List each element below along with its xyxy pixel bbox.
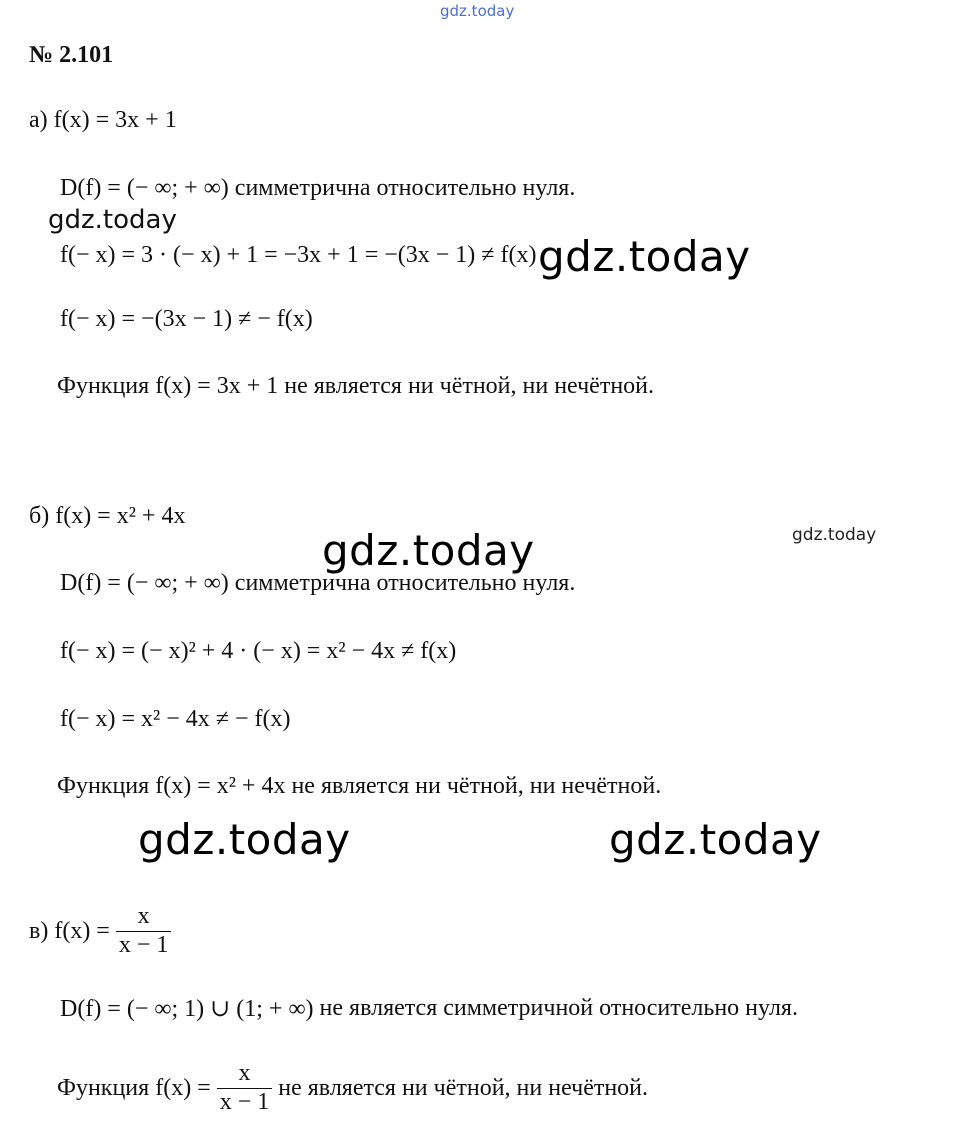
- conclusion-math: f(x) = 3x + 1: [155, 373, 279, 399]
- domain-math: D(f) = (− ∞; + ∞): [60, 570, 229, 596]
- part-b-line2: f(− x) = x² − 4x ≠ − f(x): [60, 706, 291, 732]
- conclusion-text: не является ни чётной, ни нечётной.: [291, 773, 662, 799]
- conclusion-fraction: [217, 1060, 273, 1116]
- part-c-function-lhs: f(x) =: [54, 917, 110, 944]
- domain-math: D(f) = (− ∞; + ∞): [60, 175, 229, 201]
- watermark: gdz.today: [538, 232, 751, 281]
- watermark: gdz.today: [322, 526, 535, 575]
- fraction-denominator: x − 1: [219, 1088, 270, 1115]
- fraction-numerator: x: [116, 903, 172, 932]
- part-b-function: f(x) = x² + 4x: [55, 503, 186, 529]
- part-c-header: [29, 903, 171, 959]
- part-a-function: f(x) = 3x + 1: [53, 107, 177, 133]
- part-a-label: а): [29, 107, 48, 133]
- domain-math: D(f) = (− ∞; 1) ∪ (1; + ∞): [60, 996, 314, 1022]
- fraction-denominator: x − 1: [118, 931, 169, 958]
- part-a-header: [29, 107, 177, 134]
- part-a-conclusion: [57, 373, 654, 400]
- watermark: gdz.today: [609, 815, 822, 864]
- domain-text: не является симметричной относительно нуля.: [319, 995, 798, 1021]
- watermark-top: gdz.today: [440, 2, 515, 20]
- watermark: gdz.today: [792, 525, 877, 545]
- part-a-domain: [60, 175, 575, 202]
- fraction-numerator: x: [217, 1060, 273, 1089]
- part-b-header: [29, 503, 185, 530]
- watermark: gdz.today: [138, 815, 351, 864]
- conclusion-math-lhs: f(x) =: [155, 1074, 211, 1101]
- part-a-line2: f(− x) = −(3x − 1) ≠ − f(x): [60, 306, 313, 332]
- part-b-domain: [60, 570, 575, 597]
- conclusion-math: f(x) = x² + 4x: [155, 773, 286, 799]
- problem-title: № 2.101: [29, 42, 114, 68]
- part-c-fraction: [116, 903, 172, 959]
- part-b-line1: f(− x) = (− x)² + 4 · (− x) = x² − 4x ≠ f(x): [60, 638, 457, 664]
- part-c-domain: [60, 994, 798, 1023]
- watermark: gdz.today: [48, 205, 177, 235]
- conclusion-text: не является ни чётной, ни нечётной.: [284, 373, 655, 399]
- part-b-label: б): [29, 503, 50, 529]
- conclusion-text: не является ни чётной, ни нечётной.: [278, 1074, 649, 1101]
- part-c-conclusion: [57, 1060, 648, 1116]
- conclusion-prefix: Функция: [57, 773, 150, 799]
- domain-text: симметрична относительно нуля.: [234, 570, 576, 596]
- part-b-conclusion: [57, 773, 661, 800]
- part-c-label: в): [29, 917, 49, 944]
- part-a-line1: f(− x) = 3 · (− x) + 1 = −3x + 1 = −(3x − 1) ≠ f(x): [60, 242, 537, 268]
- conclusion-prefix: Функция: [57, 373, 150, 399]
- conclusion-prefix: Функция: [57, 1074, 150, 1101]
- domain-text: симметрична относительно нуля.: [234, 175, 576, 201]
